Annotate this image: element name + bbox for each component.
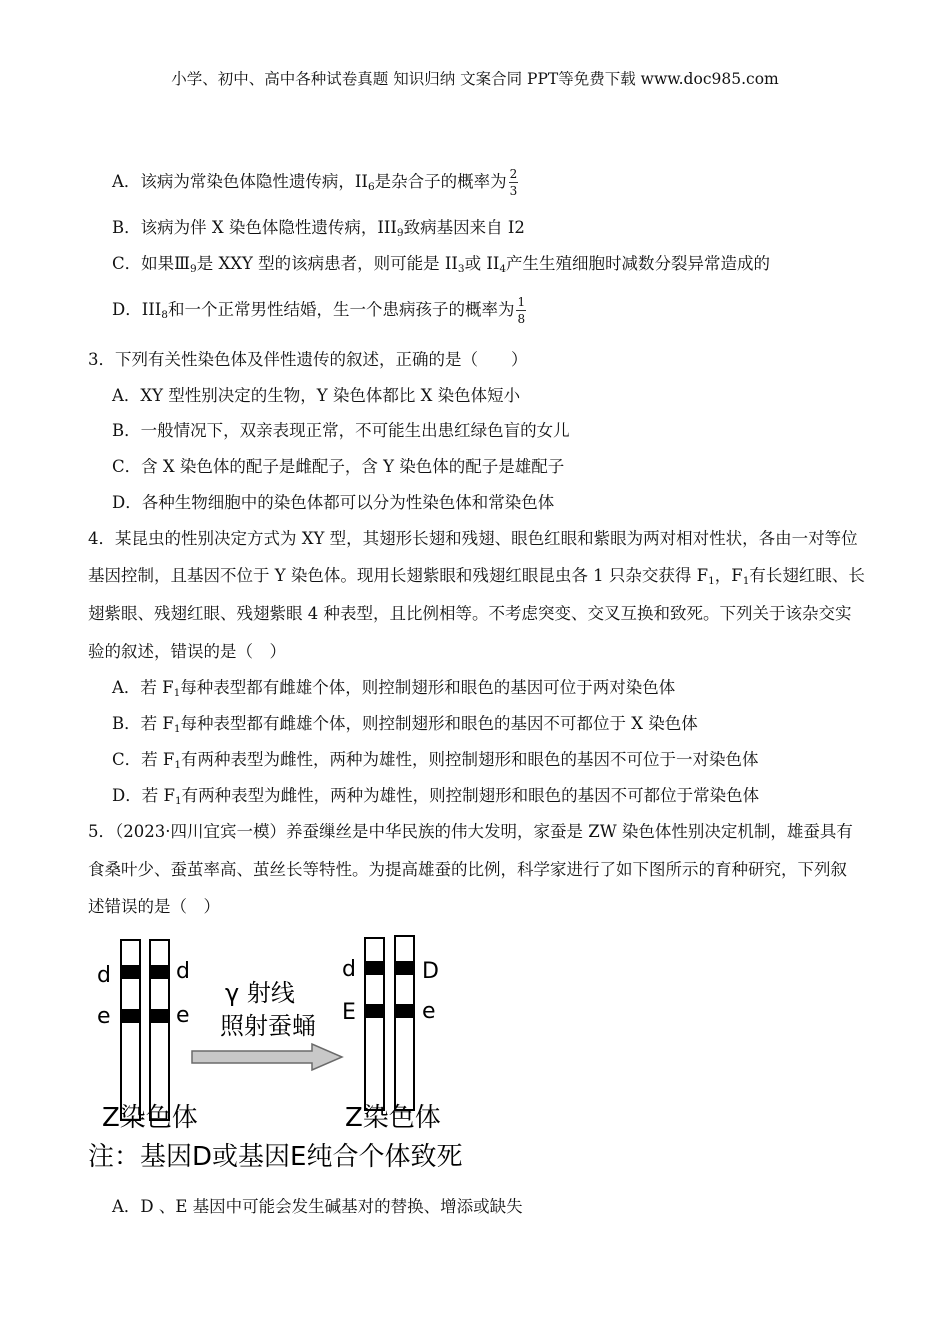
left-caption: Z染色体 [102, 1103, 198, 1133]
fraction-one-eighth: $\frac{1}{8}$ [517, 295, 526, 326]
q3-option-b: B．一般情况下，双亲表现正常，不可能生出患红绿色盲的女儿 [112, 421, 570, 440]
arrow-right-icon [192, 1044, 342, 1070]
right-band-e [395, 1004, 414, 1018]
q4-stem-line3: 翅紫眼、残翅红眼、残翅紫眼 4 种表型，且比例相等。不考虑突变、交叉互换和致死。下列关于该杂交实 [88, 604, 852, 623]
left-label-e-left: e [97, 1004, 111, 1029]
q3-stem: 3．下列有关性染色体及伴性遗传的叙述，正确的是（ ） [88, 350, 528, 369]
q3-option-c: C．含 X 染色体的配子是雌配子，含 Y 染色体的配子是雄配子 [112, 457, 565, 476]
q5-stem-line3: 述错误的是（ ） [88, 897, 220, 916]
right-label-e: e [422, 999, 436, 1024]
q4-option-a: A．若 $F_1$每种表型都有雌雄个体，则控制翅形和眼色的基因可位于两对染色体 [112, 678, 676, 699]
left-label-d-left: d [97, 963, 111, 988]
right-band-D [395, 961, 414, 975]
q5-stem-line2: 食桑叶少、蚕茧率高、茧丝长等特性。为提高雄蚕的比例，科学家进行了如下图所示的育种研究，下列叙 [88, 860, 847, 879]
q2-option-d: D．$III_8$和一个正常男性结婚，生一个患病孩子的概率为 $\frac{1}{8}$ [112, 295, 526, 326]
q2-option-a: A．该病为常染色体隐性遗传病，$II_6$是杂合子的概率为 $\frac{2}{3}$ [112, 167, 518, 198]
q4-option-c: C．若 $F_1$有两种表型为雌性，两种为雄性，则控制翅形和眼色的基因不可位于一对染色体 [112, 750, 759, 771]
q4-stem-line2: 基因控制，且基因不位于 Y 染色体。现用长翅紫眼和残翅红眼昆虫各 1 只杂交获得 $F_1$，$F_1$有长翅红眼、长 [88, 566, 865, 587]
right-band-d [365, 961, 384, 975]
fraction-two-thirds: $\frac{2}{3}$ [509, 167, 518, 198]
q4-stem-line4: 验的叙述，错误的是（ ） [88, 642, 286, 661]
page-header: 小学、初中、高中各种试卷真题 知识归纳 文案合同 PPT等免费下载 www.doc985.com [171, 70, 779, 88]
q4-option-d: D．若 $F_1$有两种表型为雌性，两种为雄性，则控制翅形和眼色的基因不可都位于常染色体 [112, 786, 760, 807]
arrow-label-gamma: γ 射线 [225, 979, 295, 1007]
q5-option-a: A．D 、E 基因中可能会发生碱基对的替换、增添或缺失 [112, 1197, 523, 1216]
right-label-d: d [342, 957, 356, 982]
right-band-E [365, 1004, 384, 1018]
left-band-d-1 [121, 965, 140, 979]
right-label-E: E [342, 1000, 356, 1025]
q2-option-c: C．如果$Ⅲ_9$是 XXY 型的该病患者，则可能是 $II_3$或 $II_4$产生生殖细胞时减数分裂异常造成的 [112, 254, 771, 275]
right-caption: Z染色体 [345, 1103, 441, 1133]
left-band-e-1 [121, 1009, 140, 1023]
arrow-label-irradiate: 照射蚕蛹 [220, 1012, 316, 1040]
q5-stem-line1: 5．（2023·四川宜宾一模）养蚕缫丝是中华民族的伟大发明，家蚕是 ZW 染色体性别决定机制，雄蚕具有 [88, 822, 853, 841]
left-band-e-2 [150, 1009, 169, 1023]
left-label-d-right: d [176, 959, 190, 984]
q2-option-b: B．该病为伴 X 染色体隐性遗传病，$III_9$致病基因来自 I2 [112, 218, 525, 239]
q4-stem-line1: 4．某昆虫的性别决定方式为 XY 型，其翅形长翅和残翅、眼色红眼和紫眼为两对相对性状，各由一对等位 [88, 529, 858, 548]
q3-option-a: A．XY 型性别决定的生物，Y 染色体都比 X 染色体短小 [112, 386, 521, 405]
figure-note: 注：基因D或基因E纯合个体致死 [88, 1142, 463, 1172]
q4-option-b: B．若 $F_1$每种表型都有雌雄个体，则控制翅形和眼色的基因不可都位于 X 染色体 [112, 714, 698, 735]
right-label-D: D [422, 959, 439, 984]
left-label-e-right: e [176, 1003, 190, 1028]
z-chromosome-figure [80, 930, 480, 1175]
left-band-d-2 [150, 965, 169, 979]
q3-option-d: D．各种生物细胞中的染色体都可以分为性染色体和常染色体 [112, 493, 555, 512]
